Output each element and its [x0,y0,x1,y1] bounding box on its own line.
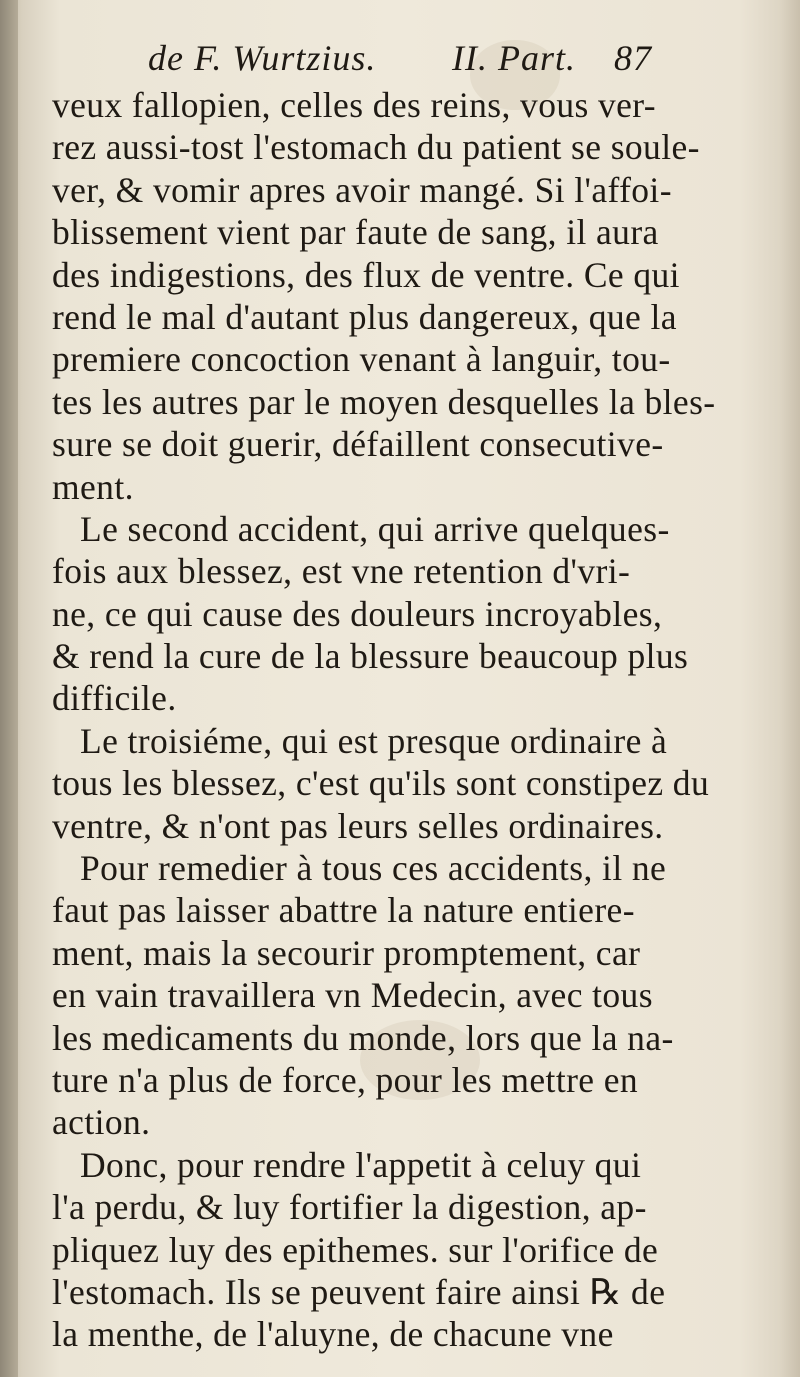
text-line: l'estomach. Ils se peuvent faire ainsi ℞ de [52,1271,666,1312]
text-line: ture n'a plus de force, pour les mettre en [52,1059,639,1100]
text-line: rend le mal d'autant plus dangereux, que la [52,296,677,337]
paragraph-start-line: Donc, pour rendre l'appetit à celuy qui [80,1144,642,1185]
running-header [148,30,708,86]
text-line: pliquez luy des epithemes. sur l'orifice de [52,1229,659,1270]
text-line: faut pas laisser abattre la nature entiere- [52,890,635,931]
text-line: veux fallopien, celles des reins, vous ver- [52,85,657,125]
text-line: la menthe, de l'aluyne, de chacune vne [52,1314,614,1355]
text-line: tous les blessez, c'est qu'ils sont constipez du [52,763,710,804]
text-line: l'a perdu, & luy fortifier la digestion, ap- [52,1187,647,1228]
text-line: ver, & vomir apres avoir mangé. Si l'affoi- [52,169,672,210]
header-part: II. Part. [452,38,576,78]
text-line: premiere concoction venant à languir, tou- [52,339,671,380]
text-line: en vain travaillera vn Medecin, avec tous [52,975,653,1016]
text-line: rez aussi-tost l'estomach du patient se soule- [52,127,700,168]
paragraph-start-line: Le troisiéme, qui est presque ordinaire à [80,720,668,761]
text-line: ne, ce qui cause des douleurs incroyables, [52,593,663,634]
text-line: sure se doit guerir, défaillent consecutive- [52,424,664,465]
text-line: action. [52,1102,151,1143]
text-line: blissement vient par faute de sang, il aura [52,212,659,253]
text-line: ment. [52,466,134,507]
text-line: tes les autres par le moyen desquelles la bles- [52,381,716,422]
text-line: ment, mais la secourir promptement, car [52,932,641,973]
paragraph-start-line: Le second accident, qui arrive quelques- [80,508,670,549]
text-line: ventre, & n'ont pas leurs selles ordinaires. [52,805,664,846]
page-number: 87 [614,38,652,78]
paragraph-start-line: Pour remedier à tous ces accidents, il ne [80,848,667,889]
page-body-text [52,84,716,1356]
text-line: des indigestions, des flux de ventre. Ce qui [52,254,680,295]
text-line: difficile. [52,678,177,719]
text-line: & rend la cure de la blessure beaucoup plus [52,636,689,677]
header-author: de F. Wurtzius. [148,38,377,78]
binding-gutter [0,0,18,1377]
text-line: les medicaments du monde, lors que la na- [52,1017,674,1058]
text-line: fois aux blessez, est vne retention d'vri- [52,551,631,592]
